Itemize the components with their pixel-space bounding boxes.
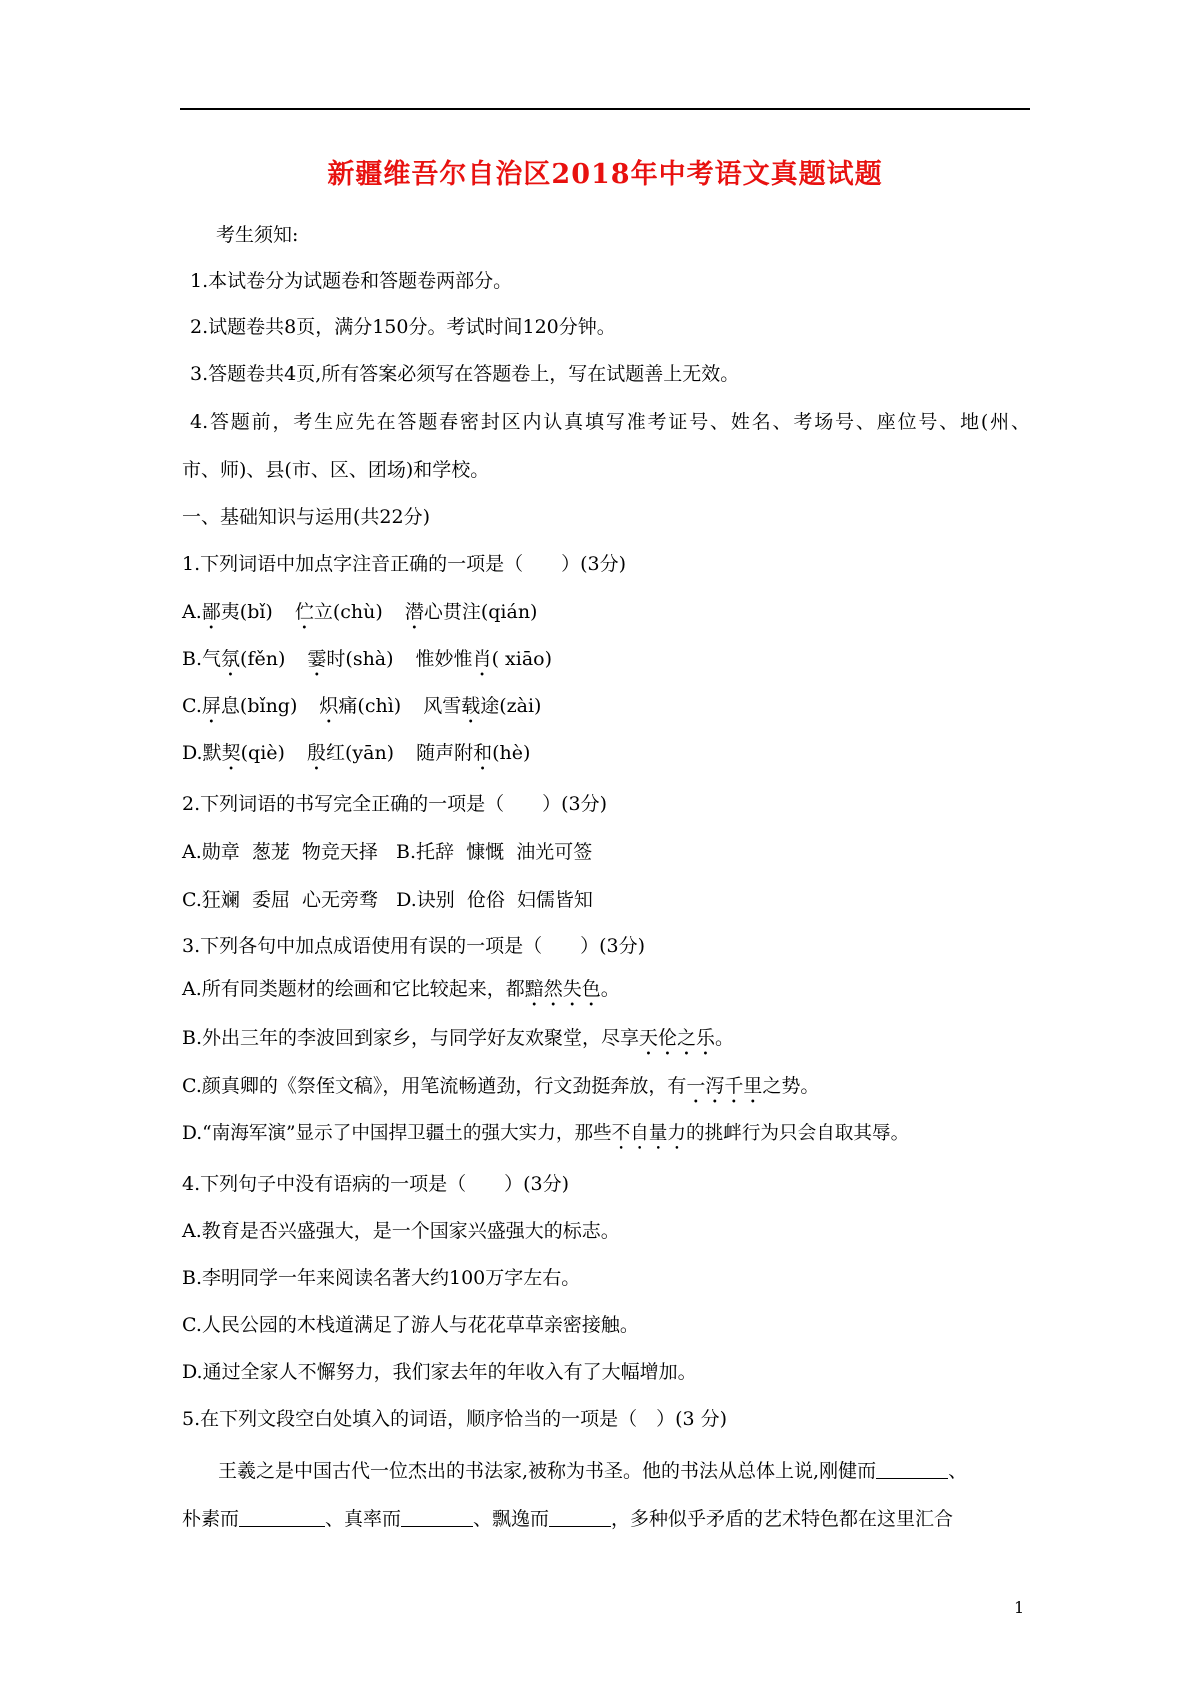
question-1-option-c: C.屏息(bǐng) 炽痛(chì) 风雪载途(zài) [182,695,542,717]
question-3-option-c: C.颜真卿的《祭侄文稿》，用笔流畅遒劲，行文劲挺奔放，有一泻千里之势。 [182,1075,820,1097]
question-2-stem: 2.下列词语的书写完全正确的一项是（ ）(3分) [182,793,608,815]
question-4-option-c: C.人民公园的木栈道满足了游人与花花草草亲密接触。 [182,1314,639,1336]
answer-blank [401,1508,473,1527]
question-2-options-cd: C.狂斓 委屈 心无旁骛 D.诀别 伧俗 妇儒皆知 [182,889,593,911]
question-1-stem: 1.下列词语中加点字注音正确的一项是（ ）(3分) [182,553,627,575]
notice-item: 4.答题前，考生应先在答题春密封区内认真填写准考证号、姓名、考场号、座位号、地(州、 [190,411,1030,433]
question-5-passage-line-2: 朴素而 、真率而 、飘逸而 ，多种似乎矛盾的艺术特色都在这里汇合 [182,1508,954,1530]
page-number: 1 [1014,1598,1025,1617]
question-5-passage-line-1: 王羲之是中国古代一位杰出的书法家,被称为书圣。他的书法从总体上说,刚健而 、 [218,1460,968,1482]
question-2-options-ab: A.勋章 葱茏 物竞天择 B.托辞 慷慨 油光可签 [182,841,593,863]
notice-item: 1.本试卷分为试题卷和答题卷两部分。 [190,270,513,292]
question-4-option-a: A.教育是否兴盛强大，是一个国家兴盛强大的标志。 [182,1220,620,1242]
answer-blank [239,1508,325,1527]
question-4-stem: 4.下列句子中没有语病的一项是（ ）(3分) [182,1173,570,1195]
question-1-option-a: A.鄙夷(bǐ) 伫立(chù) 潜心贯注(qián) [182,601,538,623]
notice-item: 市、师)、县(市、区、团场)和学校。 [182,459,490,481]
page-title: 新疆维吾尔自治区2018年中考语文真题试题 [327,159,883,190]
question-1-option-d: D.默契(qiè) 殷红(yān) 随声附和(hè) [182,742,531,764]
notice-item: 3.答题卷共4页,所有答案必须写在答题卷上，写在试题善上无效。 [190,363,740,385]
question-1-option-b: B.气氛(fěn) 霎时(shà) 惟妙惟肖( xiāo) [182,648,553,670]
notice-heading: 考生须知: [216,224,299,246]
question-4-option-d: D.通过全家人不懈努力，我们家去年的年收入有了大幅增加。 [182,1361,697,1383]
answer-blank [549,1508,611,1527]
answer-blank [876,1460,948,1479]
question-5-stem: 5.在下列文段空白处填入的词语，顺序恰当的一项是（ ）(3 分) [182,1408,728,1430]
question-3-option-a: A.所有同类题材的绘画和它比较起来，都黯然失色。 [182,978,620,1000]
header-rule [180,108,1030,110]
question-3-option-d: D.“南海军演”显示了中国捍卫疆土的强大实力，那些不自量力的挑衅行为只会自取其辱。 [182,1123,910,1144]
notice-item: 2.试题卷共8页，满分150分。考试时间120分钟。 [190,316,616,338]
question-3-stem: 3.下列各句中加点成语使用有误的一项是（ ）(3分) [182,935,646,957]
section-heading: 一、基础知识与运用(共22分) [182,506,431,528]
question-3-option-b: B.外出三年的李波回到家乡，与同学好友欢聚堂，尽享天伦之乐。 [182,1027,735,1049]
question-4-option-b: B.李明同学一年来阅读名著大约100万字左右。 [182,1267,581,1289]
